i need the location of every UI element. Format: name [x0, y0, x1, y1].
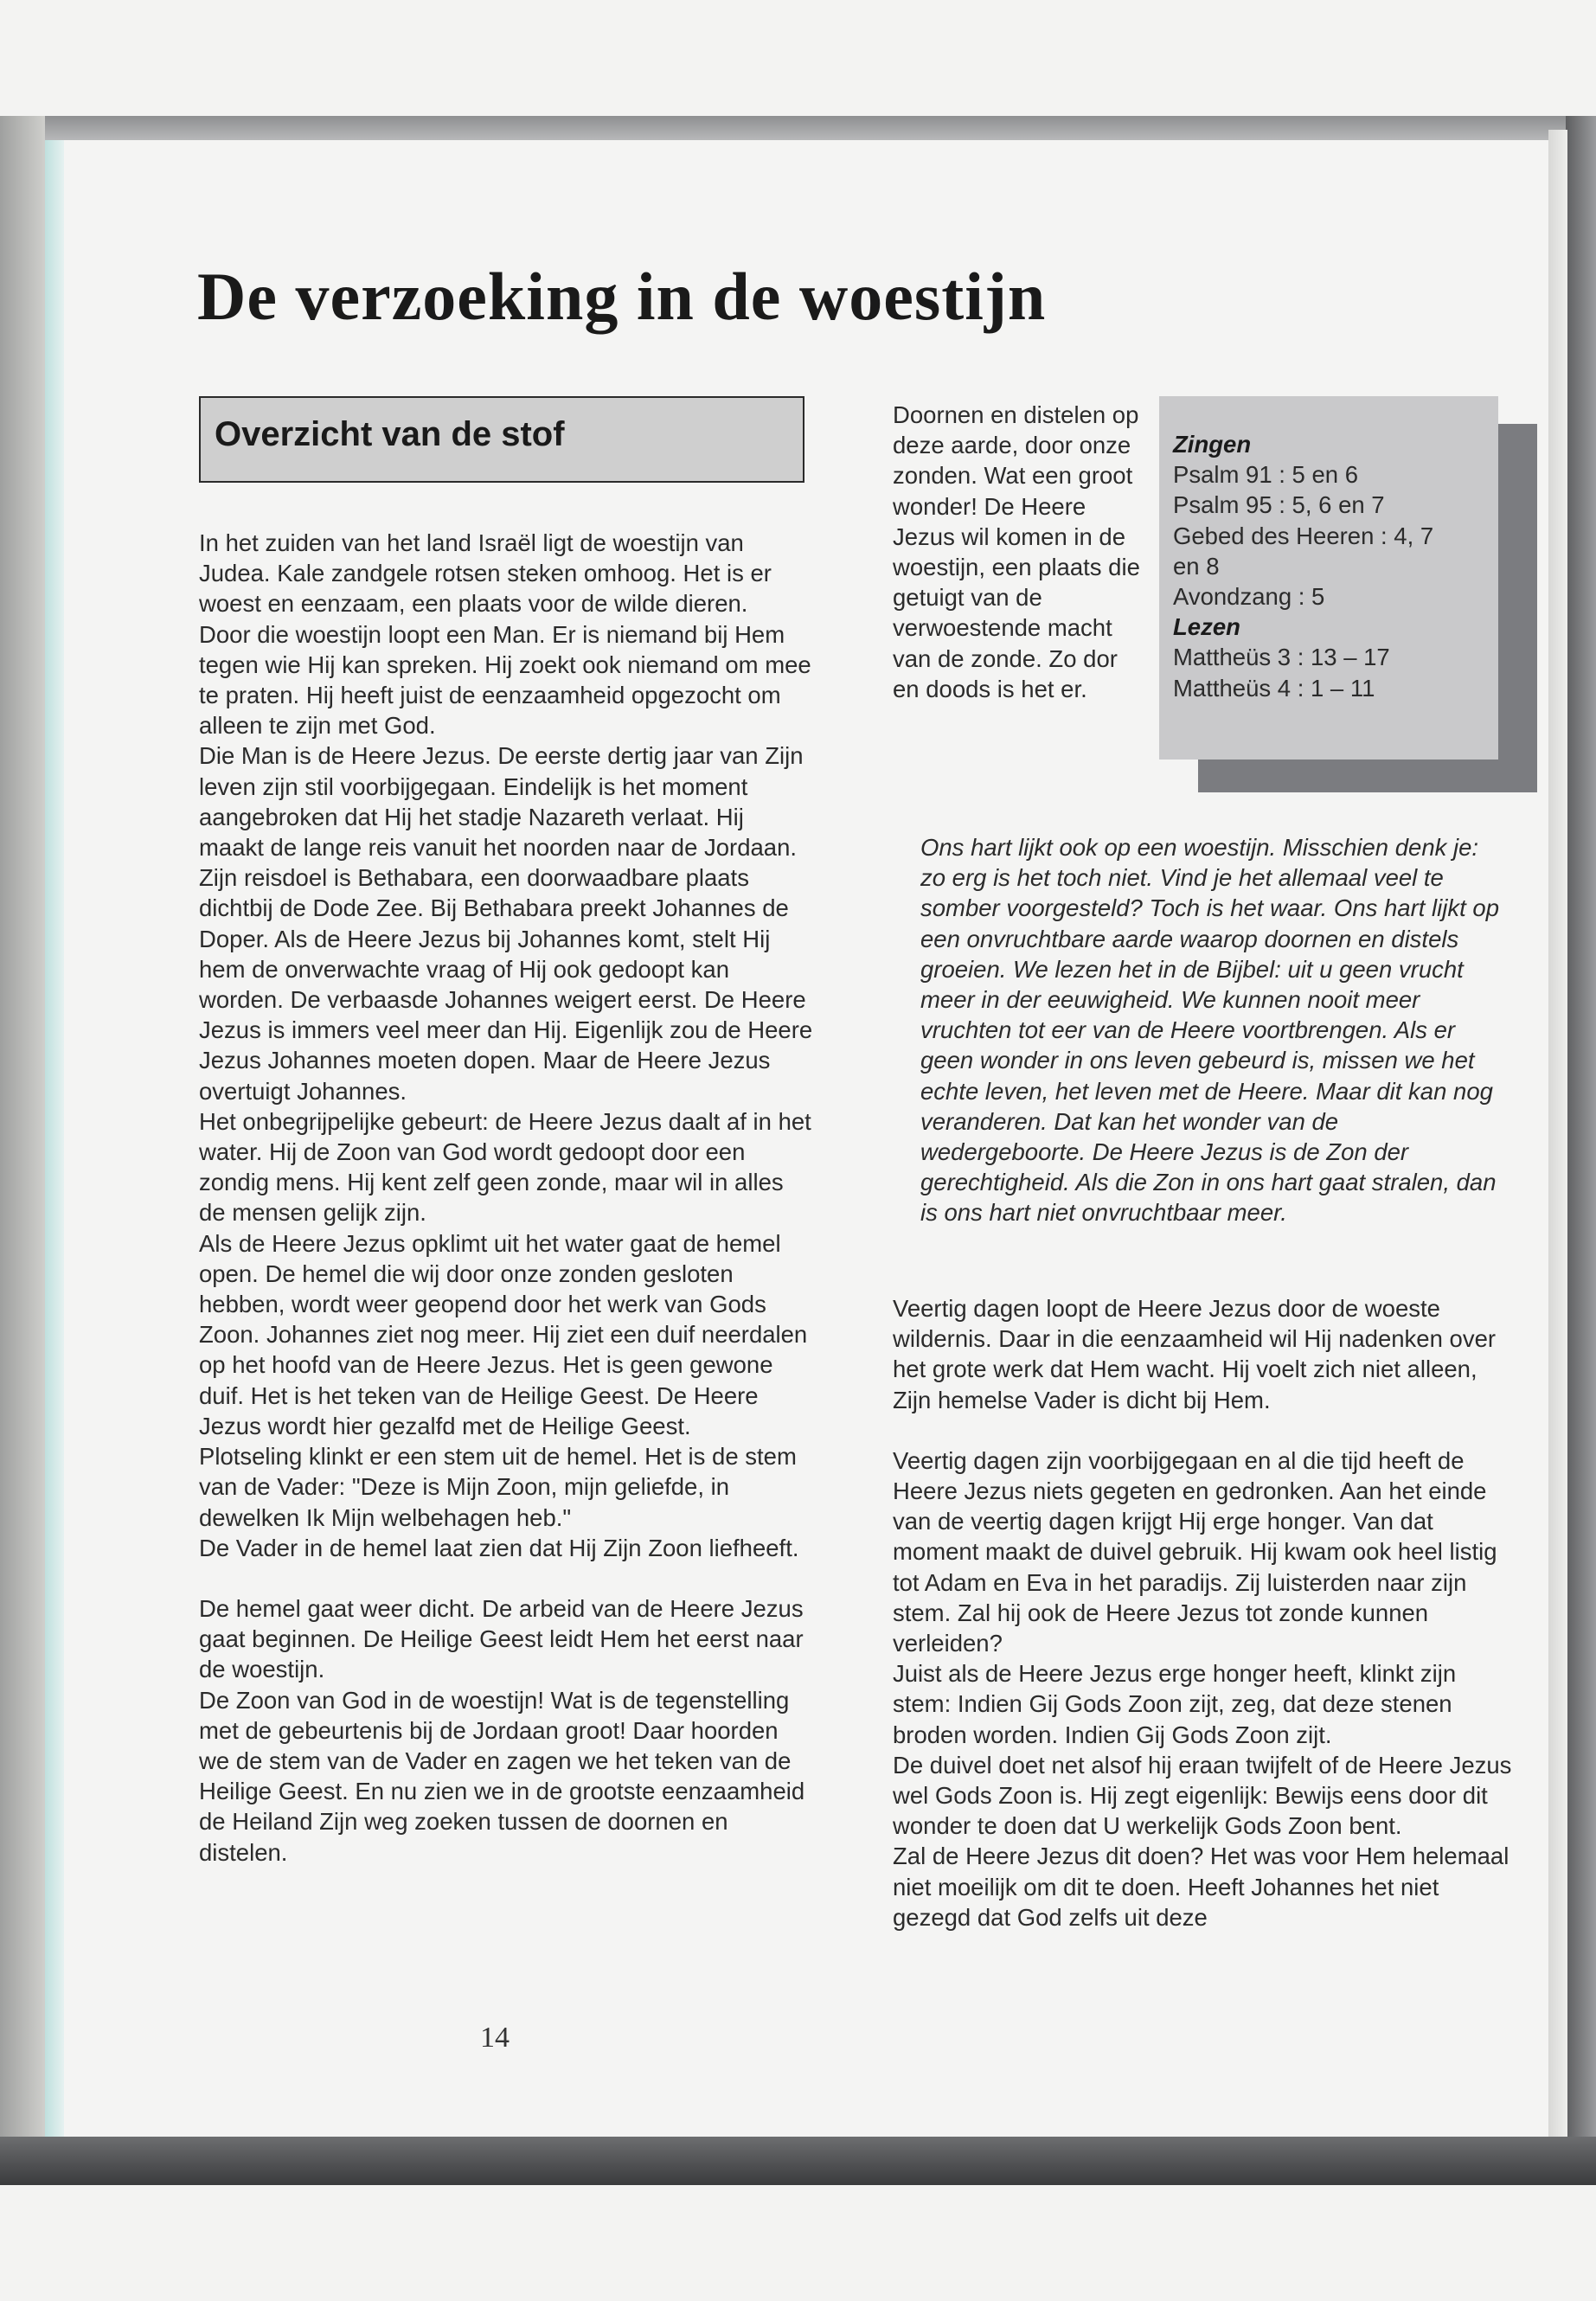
page-title: De verzoeking in de woestijn — [197, 259, 1047, 334]
song-item: Avondzang : 5 — [1173, 583, 1325, 611]
right-intro-text — [893, 400, 1144, 704]
page-number: 14 — [480, 2022, 510, 2054]
paragraph: De Vader in de hemel laat zien dat Hij Zijn Zoon liefheeft. — [199, 1534, 799, 1561]
book-cover-bottom-edge — [0, 2137, 1596, 2185]
paragraph: De Zoon van God in de woestijn! Wat is de tegenstelling met de gebeurtenis bij de Jordaan groot! Daar hoorden we de stem van de Vader en zagen we het teken van de Heilige Geest. En nu zien we in de grootste eenzaamheid de Heiland Zijn weg zoeken tussen de doornen en distelen. — [199, 1686, 805, 1866]
book-cover-top-edge — [0, 116, 1596, 140]
paragraph: Plotseling klinkt er een stem uit de hemel. Het is de stem van de Vader: "Deze is Mijn Zoon, mijn geliefde, in dewelken Ik Mijn welbehagen heb." — [199, 1443, 797, 1531]
page-gutter — [45, 140, 64, 2137]
right-column-text — [893, 1293, 1516, 1932]
zingen-label: Zingen — [1173, 431, 1252, 458]
paragraph: In het zuiden van het land Israël ligt de woestijn van Judea. Kale zandgele rotsen steken omhoog. Het is er woest en eenzaam, een plaats voor de wilde dieren. — [199, 529, 772, 618]
paragraph: De duivel doet net alsof hij eraan twijfelt of de Heere Jezus wel Gods Zoon is. Hij zegt eigenlijk: Bewijs eens door dit wonder te doen dat U werkelijk Gods Zoon bent. — [893, 1751, 1512, 1840]
paragraph: Door die woestijn loopt een Man. Er is niemand bij Hem tegen wie Hij kan spreken. Hij zoekt ook niemand om mee te praten. Hij heeft juist de eenzaamheid opgezocht om alleen te zijn met God. — [199, 620, 811, 740]
paragraph: Doornen en distelen op deze aarde, door onze zonden. Wat een groot wonder! De Heere Jezus wil komen in de woestijn, een plaats die getuigt van de verwoestende macht van de zonde. Zo dor en doods is het er. — [893, 401, 1140, 702]
song-item: en 8 — [1173, 552, 1220, 580]
reading-item: Mattheüs 3 : 13 – 17 — [1173, 644, 1390, 671]
scan-background-top — [0, 0, 1596, 116]
song-item: Psalm 95 : 5, 6 en 7 — [1173, 491, 1385, 519]
book-cover-left-edge — [0, 116, 45, 2175]
meditation-italic-text — [920, 832, 1509, 1228]
paragraph: Die Man is de Heere Jezus. De eerste dertig jaar van Zijn leven zijn stil voorbijgegaan. Eindelijk is het moment aangebroken dat Hij het stadje Nazareth verlaat. Hij maakt de lange reis vanuit het noorden naar de Jordaan. Zijn reisdoel is Bethabara, een doorwaadbare plaats dichtbij de Dode Zee. Bij Bethabara preekt Johannes de Doper. Als de Heere Jezus bij Johannes komt, stelt Hij hem de onverwachte vraag of Hij ook gedoopt kan worden. De verbaasde Johannes weigert eerst. De Heere Jezus is immers veel meer dan Hij. Eigenlijk zou de Heere Jezus Johannes moeten dopen. Maar de Heere Jezus overtuigt Johannes. — [199, 742, 813, 1105]
paragraph: Zal de Heere Jezus dit doen? Het was voor Hem helemaal niet moeilijk om dit te doen. Heeft Johannes het niet gezegd dat God zelfs uit deze — [893, 1843, 1509, 1931]
reading-item: Mattheüs 4 : 1 – 11 — [1173, 674, 1375, 702]
book-cover-right-edge — [1566, 116, 1596, 2185]
paragraph: Ons hart lijkt ook op een woestijn. Misschien denk je: zo erg is het toch niet. Vind je het allemaal veel te somber voorgesteld? Toch is het waar. Ons hart lijkt op een onvruchtbare aarde waarop doornen en distels groeien. We lezen het in de Bijbel: uit u geen vrucht meer in der eeuwigheid. We kunnen nooit meer vruchten tot eer van de Heere voortbrengen. Als er geen wonder in ons leven gebeurd is, missen we het echte leven, het leven met de Heere. Maar dit kan nog veranderen. Dat kan het wonder van de wedergeboorte. De Heere Jezus is de Zon der gerechtigheid. Als die Zon in ons hart gaat stralen, dan is ons hart niet onvruchtbaar meer. — [920, 834, 1499, 1227]
overview-heading-box — [199, 396, 804, 483]
next-page-edge — [1548, 130, 1567, 2137]
lezen-label: Lezen — [1173, 613, 1240, 641]
paragraph: Veertig dagen zijn voorbijgegaan en al die tijd heeft de Heere Jezus niets gegeten en gedronken. Aan het einde van de veertig dagen krijgt Hij erge honger. Van dat moment maakt de duivel gebruik. Hij kwam ook heel listig tot Adam en Eva in het paradijs. Zij luisterden naar zijn stem. Zal hij ook de Heere Jezus tot zonde kunnen verleiden? — [893, 1446, 1497, 1657]
paragraph: De hemel gaat weer dicht. De arbeid van de Heere Jezus gaat beginnen. De Heilige Geest leidt Hem het eerst naar de woestijn. — [199, 1594, 804, 1683]
overview-heading: Overzicht van de stof — [215, 415, 565, 453]
song-item: Psalm 91 : 5 en 6 — [1173, 461, 1359, 489]
left-column-text — [199, 528, 813, 1868]
paragraph: Het onbegrijpelijke gebeurt: de Heere Jezus daalt af in het water. Hij de Zoon van God wordt gedoopt door een zondig mens. Hij kent zelf geen zonde, maar wil in alles de mensen gelijk zijn. — [199, 1107, 811, 1227]
paragraph: Juist als de Heere Jezus erge honger heeft, klinkt zijn stem: Indien Gij Gods Zoon zijt, zeg, dat deze stenen broden worden. Indien Gij Gods Zoon zijt. — [893, 1660, 1457, 1748]
scan-background-bottom — [0, 2185, 1596, 2301]
service-box — [1159, 396, 1498, 760]
paragraph: Als de Heere Jezus opklimt uit het water gaat de hemel open. De hemel die wij door onze zonden gesloten hebben, wordt weer geopend door het werk van Gods Zoon. Johannes ziet nog meer. Hij ziet een duif neerdalen op het hoofd van de Heere Jezus. Het is geen gewone duif. Het is het teken van de Heilige Geest. De Heere Jezus wordt hier gezalfd met de Heilige Geest. — [199, 1229, 808, 1439]
paragraph: Veertig dagen loopt de Heere Jezus door de woeste wildernis. Daar in die eenzaamheid wil Hij nadenken over het grote werk dat Hem wacht. Hij voelt zich niet alleen, Zijn hemelse Vader is dicht bij Hem. — [893, 1295, 1497, 1413]
song-item: Gebed des Heeren : 4, 7 — [1173, 522, 1434, 549]
